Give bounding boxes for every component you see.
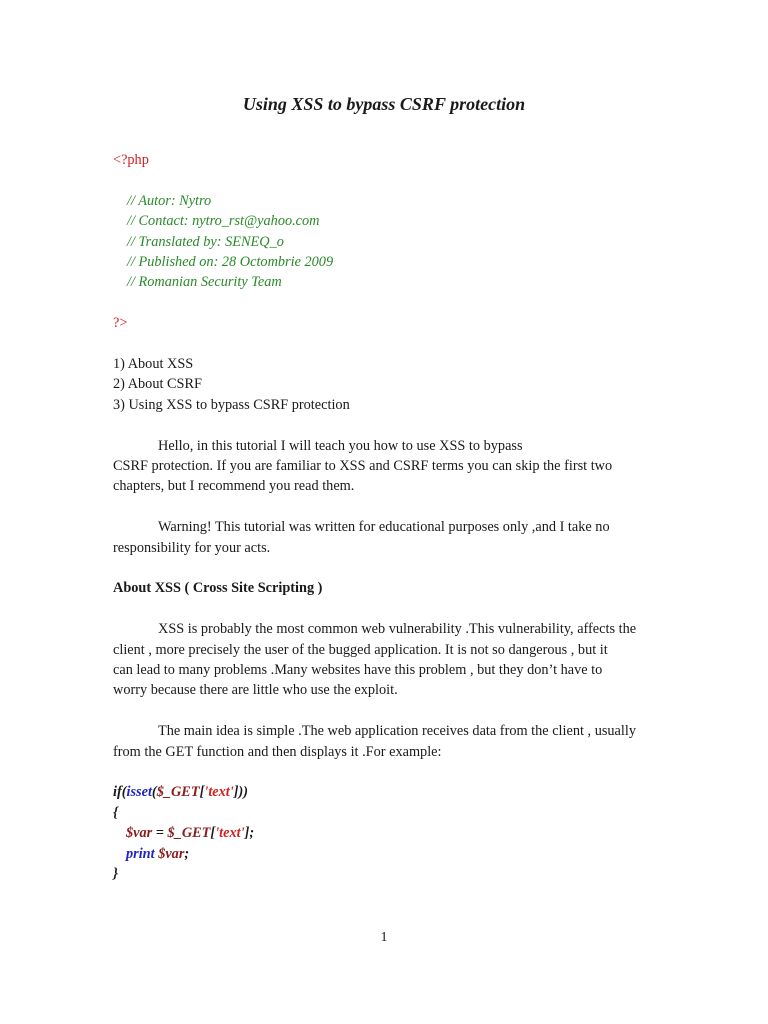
toc-item-1: 1) About XSS xyxy=(113,356,194,373)
intro-line-3: chapters, but I recommend you read them. xyxy=(113,478,355,495)
document-title: Using XSS to bypass CSRF protection xyxy=(242,94,526,114)
xss-line-1: XSS is probably the most common web vulnerability .This vulnerability, affects the xyxy=(158,621,637,638)
xss-line-2: client , more precisely the user of the bugged application. It is not so dangerous , but it xyxy=(113,641,608,658)
code-print-keyword: print xyxy=(126,845,155,862)
page-number: 1 xyxy=(380,930,388,945)
code-bracket-open-2: [ xyxy=(210,825,216,842)
code-assign-op: = xyxy=(152,825,168,842)
code-line-assign xyxy=(113,823,673,843)
code-string-key: 'text' xyxy=(204,784,234,801)
toc-item-2: 2) About CSRF xyxy=(113,376,202,393)
code-line-brace-close: } xyxy=(113,866,118,883)
code-semicolon: ; xyxy=(184,845,190,862)
xss-line-3: can lead to many problems .Many websites have this problem , but they don’t have to xyxy=(113,662,603,679)
code-line-brace-open: { xyxy=(113,804,118,821)
comment-team: // Romanian Security Team xyxy=(127,274,282,291)
document-body xyxy=(113,150,673,884)
code-var-name: $var xyxy=(126,825,153,842)
code-bracket-close: ])) xyxy=(233,784,249,801)
comment-published: // Published on: 28 Octombrie 2009 xyxy=(127,254,334,271)
main-idea-line-2: from the GET function and then displays it .For example: xyxy=(113,743,442,760)
code-line-print xyxy=(113,844,673,864)
warning-line-1: Warning! This tutorial was written for educational purposes only ,and I take no xyxy=(158,519,610,536)
code-open-paren: ( xyxy=(151,784,157,801)
warning-line-2: responsibility for your acts. xyxy=(113,539,271,556)
comment-contact: // Contact: nytro_rst@yahoo.com xyxy=(127,213,320,230)
xss-line-4: worry because there are little who use the exploit. xyxy=(113,682,398,699)
comment-author: // Autor: Nytro xyxy=(127,192,212,209)
code-get-var-2: $_GET xyxy=(167,825,211,842)
section-heading-xss: About XSS ( Cross Site Scripting ) xyxy=(113,580,323,597)
intro-line-2: CSRF protection. If you are familiar to XSS and CSRF terms you can skip the first two xyxy=(113,458,613,475)
code-isset-keyword: isset xyxy=(126,784,152,801)
main-idea-line-1: The main idea is simple .The web application receives data from the client , usually xyxy=(158,723,636,740)
code-if-keyword: if( xyxy=(113,784,127,801)
code-string-key-2: 'text' xyxy=(215,825,245,842)
php-close-tag: ?> xyxy=(113,315,128,332)
code-line-if xyxy=(113,782,673,802)
code-bracket-open: [ xyxy=(199,784,205,801)
code-get-var: $_GET xyxy=(156,784,200,801)
php-open-tag: <?php xyxy=(113,152,149,168)
intro-line-1: Hello, in this tutorial I will teach you how to use XSS to bypass xyxy=(158,437,523,454)
comment-translator: // Translated by: SENEQ_o xyxy=(127,233,284,250)
code-bracket-close-2: ]; xyxy=(244,825,255,842)
toc-item-3: 3) Using XSS to bypass CSRF protection xyxy=(113,396,350,413)
code-var-name-2: $var xyxy=(158,845,185,862)
